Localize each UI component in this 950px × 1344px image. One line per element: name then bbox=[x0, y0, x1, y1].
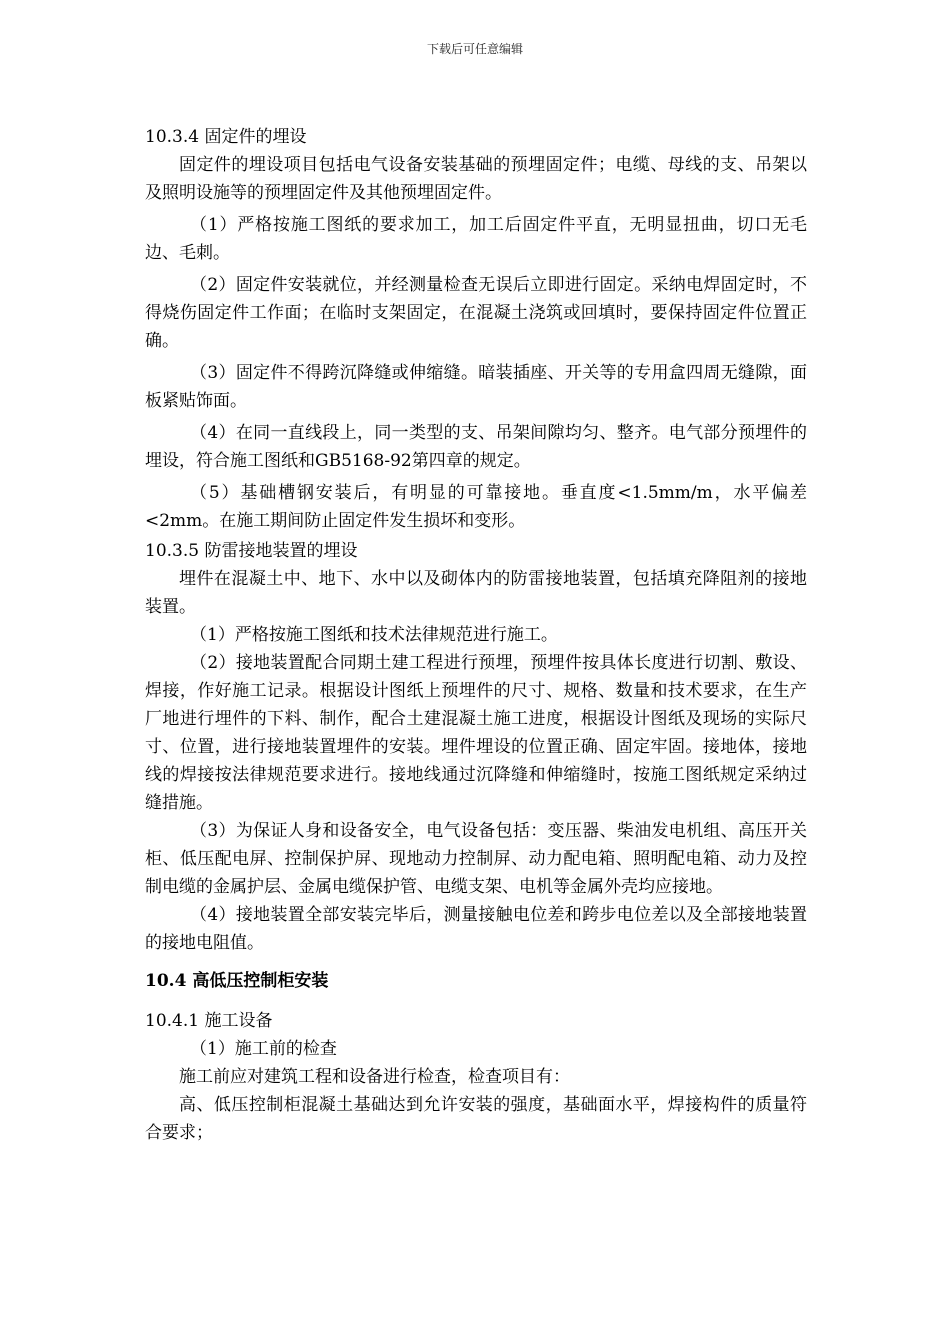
list-item: （4）在同一直线段上，同一类型的支、吊架间隙均匀、整齐。电气部分预埋件的埋设，符合施工图纸和GB5168-92第四章的规定。 bbox=[145, 423, 807, 471]
section-heading-10-4-1: 10.4.1 施工设备 bbox=[145, 1011, 273, 1031]
section-heading-10-3-4: 10.3.4 固定件的埋设 bbox=[145, 127, 307, 147]
paragraph: 高、低压控制柜混凝土基础达到允许安装的强度，基础面水平，焊接构件的质量符合要求； bbox=[145, 1095, 807, 1143]
list-item: （2）固定件安装就位，并经测量检查无误后立即进行固定。采纳电焊固定时，不得烧伤固定件工作面；在临时支架固定，在混凝土浇筑或回填时，要保持固定件位置正确。 bbox=[145, 275, 807, 351]
list-item: （2）接地装置配合同期土建工程进行预埋，预埋件按具体长度进行切割、敷设、焊接，作好施工记录。根据设计图纸上预埋件的尺寸、规格、数量和技术要求，在生产厂地进行埋件的下料、制作，配合土建混凝土施工进度，根据设计图纸及现场的实际尺寸、位置，进行接地装置埋件的安装。埋件埋设的位置正确、固定牢固。接地体，接地线的焊接按法律规范要求进行。接地线通过沉降缝和伸缩缝时，按施工图纸规定采纳过缝措施。 bbox=[145, 653, 807, 813]
list-item: （1）施工前的检查 bbox=[190, 1039, 337, 1059]
section-heading-10-3-5: 10.3.5 防雷接地装置的埋设 bbox=[145, 541, 358, 561]
list-item: （5）基础槽钢安装后，有明显的可靠接地。垂直度<1.5mm/m，水平偏差<2mm。在施工期间防止固定件发生损坏和变形。 bbox=[145, 483, 807, 531]
list-item: （1）严格按施工图纸的要求加工，加工后固定件平直，无明显扭曲，切口无毛边、毛刺。 bbox=[145, 215, 807, 263]
paragraph: 施工前应对建筑工程和设备进行检查，检查项目有： bbox=[179, 1067, 570, 1087]
list-item: （3）为保证人身和设备安全，电气设备包括：变压器、柴油发电机组、高压开关柜、低压配电屏、控制保护屏、现地动力控制屏、动力配电箱、照明配电箱、动力及控制电缆的金属护层、金属电缆保护管、电缆支架、电机等金属外壳均应接地。 bbox=[145, 821, 807, 897]
paragraph: 固定件的埋设项目包括电气设备安装基础的预埋固定件；电缆、母线的支、吊架以及照明设施等的预埋固定件及其他预埋固定件。 bbox=[145, 155, 807, 203]
paragraph: 埋件在混凝土中、地下、水中以及砌体内的防雷接地装置，包括填充降阻剂的接地装置。 bbox=[145, 569, 807, 617]
list-item: （3）固定件不得跨沉降缝或伸缩缝。暗装插座、开关等的专用盒四周无缝隙，面板紧贴饰面。 bbox=[145, 363, 807, 411]
page-header: 下载后可任意编辑 bbox=[426, 42, 523, 56]
list-item: （1）严格按施工图纸和技术法律规范进行施工。 bbox=[190, 625, 558, 645]
list-item: （4）接地装置全部安装完毕后，测量接触电位差和跨步电位差以及全部接地装置的接地电阻值。 bbox=[145, 905, 807, 953]
document-body bbox=[145, 121, 807, 1147]
section-heading-10-4: 10.4 高低压控制柜安装 bbox=[145, 971, 329, 991]
